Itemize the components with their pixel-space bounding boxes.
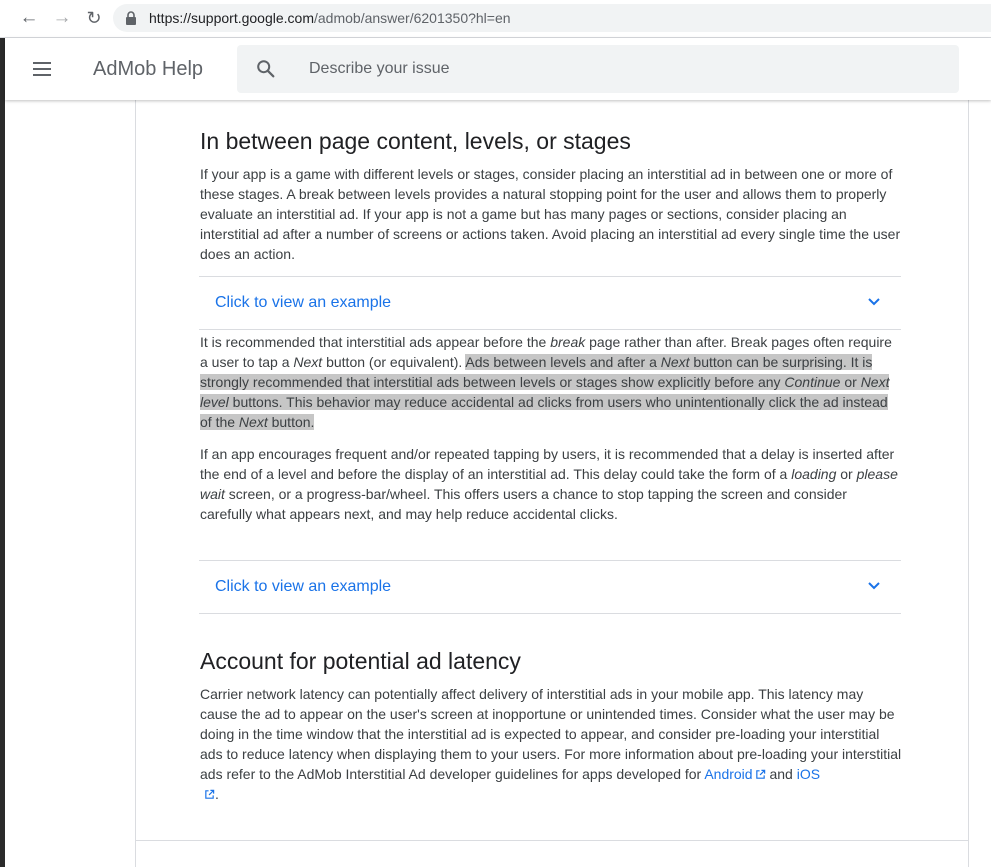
forward-arrow-icon[interactable]: → bbox=[52, 7, 72, 28]
text-emphasis: loading bbox=[791, 466, 837, 482]
section-heading: In between page content, levels, or stages bbox=[200, 128, 631, 154]
example-expander-label[interactable]: Click to view an example bbox=[215, 294, 392, 311]
text-emphasis: Next bbox=[660, 354, 690, 370]
section-heading-2: Account for potential ad latency bbox=[200, 648, 521, 674]
next-card bbox=[135, 841, 969, 867]
text-run: Ads between levels and after a bbox=[465, 354, 661, 370]
url-host: https://support.google.com bbox=[149, 10, 314, 26]
address-bar[interactable] bbox=[113, 4, 991, 32]
product-title[interactable]: AdMob Help bbox=[93, 58, 204, 80]
text-run: It is recommended that interstitial ads appear before the bbox=[200, 334, 551, 350]
external-link-icon bbox=[755, 769, 766, 780]
text-emphasis: Continue bbox=[784, 374, 841, 390]
text-emphasis: break bbox=[550, 334, 586, 350]
text-run: button (or equivalent). bbox=[322, 354, 466, 370]
text-run: button. bbox=[267, 414, 315, 430]
window-edge bbox=[0, 38, 5, 867]
browser-toolbar bbox=[0, 0, 991, 38]
text-run: button can be surprising. It is strongly recommended that interstitial ads between levels or stages show explicitly before any bbox=[200, 354, 873, 390]
text-emphasis: Next bbox=[293, 354, 323, 370]
external-link-icon bbox=[204, 789, 215, 800]
text-run: or bbox=[840, 374, 861, 390]
text-run: page rather than after. Break pages often require a user to tap a bbox=[200, 334, 892, 370]
lock-icon bbox=[125, 11, 137, 25]
search-icon[interactable] bbox=[255, 58, 277, 80]
text-run: Carrier network latency can potentially affect delivery of interstitial ads in your mobile app. This latency may cause the ad to appear on the user's screen at inopportune or unintended times. Consider what the user may be doing in the time window that the interstitial ad is expected to appear, and consider pre-loading your interstitial ads to reduce latency when displaying them to your users. For more information about pre-loading your interstitial ads refer to the AdMob Interstitial Ad developer guidelines for apps developed for bbox=[200, 686, 902, 782]
link-text[interactable]: iOS bbox=[796, 766, 821, 782]
text-run: screen, or a progress-bar/wheel. This offers users a chance to stop tapping the screen and consider carefully what appears next, and may help reduce accidental clicks. bbox=[200, 486, 847, 522]
link-text[interactable]: Android bbox=[704, 766, 753, 782]
back-arrow-icon[interactable]: ← bbox=[19, 7, 39, 28]
text-run: and bbox=[765, 766, 797, 782]
search-placeholder: Describe your issue bbox=[309, 60, 450, 77]
example-expander-2[interactable] bbox=[199, 560, 901, 614]
menu-icon[interactable] bbox=[33, 62, 51, 76]
search-box[interactable] bbox=[237, 45, 959, 93]
text-run: or bbox=[836, 466, 857, 482]
text-emphasis: Next bbox=[238, 414, 268, 430]
section-intro-paragraph: If your app is a game with different levels or stages, consider placing an interstitial ad in between one or more of these stages. A break between levels provides a natural stopping point for the user and allows them to properly evaluate an interstitial ad. If your app is not a game but has many pages or sections, consider placing an interstitial ad after a number of screens or actions taken. Avoid placing an interstitial ad every single time the user does an action. bbox=[200, 166, 901, 262]
url-text[interactable] bbox=[149, 10, 511, 26]
example-content-paragraph-2 bbox=[200, 444, 902, 524]
url-path: /admob/answer/6201350?hl=en bbox=[314, 10, 511, 26]
chevron-down-icon[interactable] bbox=[867, 581, 881, 591]
text-run: buttons. This behavior may reduce accidental ad clicks from users who unintentionally click the ad instead of the bbox=[200, 394, 888, 430]
latency-paragraph bbox=[200, 684, 902, 804]
example-expander[interactable] bbox=[199, 276, 901, 330]
text-run: . bbox=[215, 786, 219, 802]
help-header bbox=[5, 38, 991, 100]
example-content-paragraph bbox=[200, 332, 902, 432]
text-emphasis: please wait bbox=[200, 466, 898, 502]
text-emphasis: Next level bbox=[200, 374, 890, 410]
android-link[interactable] bbox=[704, 766, 765, 782]
chevron-down-icon[interactable] bbox=[867, 297, 881, 307]
example-expander-label[interactable]: Click to view an example bbox=[215, 578, 392, 595]
text-run: If an app encourages frequent and/or repeated tapping by users, it is recommended that a delay is inserted after the end of a level and before the display of an interstitial ad. This delay could take the form of a bbox=[200, 446, 895, 482]
reload-icon[interactable]: ↻ bbox=[86, 8, 102, 28]
